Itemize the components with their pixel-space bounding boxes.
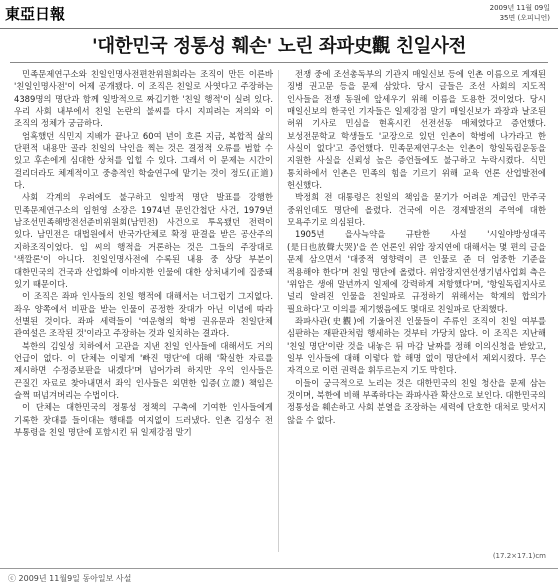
paragraph: 좌파사관(史觀)에 기울어진 인물들이 주류인 조직이 친일 여부를 심판하는 재판관처럼 행세하는 것부터 가당치 않다. 이 조직은 지난해 '친일 명단'이란 것을 내놓은 뒤 마감 날짜를 정해 이의신청을 받았고, 일부 인사들에 대해 이렇다 할 해명 없이 명단에서 제외시켰다. 무슨 자격으로 이런 권력을 휘두르는지 기도 막힌다. [287, 315, 546, 376]
paragraph: 사회 각계의 우려에도 불구하고 일방적 명단 발표를 강행한 민족문제연구소의 임헌영 소장은 1974년 문인간첩단 사건, 1979년 남조선민족해방전선준비위원회(남민전) 사건으로 투옥됐던 전력이 있다. 남민전은 대법원에서 반국가단체로 확정 판결을 받은 공산주의 지하조직이었다. 임 씨의 행적을 거론하는 것은 그들의 주장대로 '색깔론'이 아니다. 친일인명사전에 수록된 내용 중 상당 부분이 대한민국의 건국과 산업화에 이바지한 인물에 대한 상처내기에 집중돼 있기 때문이다. [14, 192, 273, 289]
column-left [14, 68, 273, 554]
headline-rule [10, 62, 548, 63]
paragraph: 북한의 김일성 치하에서 고관을 지낸 친일 인사들에 대해서도 거의 언급이 없다. 이 단체는 이렇게 '빠진 명단'에 대해 '확실한 자료를 제시하면 수정증보판을 내겠다'며 넘어가려 하지만 우익 인사들은 끈질긴 자료로 찾아내면서 좌익 인사들은 외면한 입증(立證) 책임은 슬쩍 떠넘겨버리는 수법이다. [14, 340, 273, 400]
article-body [14, 68, 546, 554]
footer [0, 568, 558, 588]
paragraph: 이 조직은 좌파 인사들의 친일 행적에 대해서는 너그럽기 그지없다. 좌우 양쪽에서 비판을 받는 인물이 공정한 잣대가 아닌 이념에 따라 선별된 것이다. 좌파 세력들이 '여운형의 학병 권유문과 친일단체 관여설은 조작된 것'이라고 주장하는 것과 일치하는 결과다. [14, 291, 273, 339]
masthead [0, 0, 558, 29]
column-right [287, 68, 546, 554]
page-section: 35면 (오피니언) [499, 14, 550, 22]
issue-date: 2009년 11월 09일 [489, 4, 550, 12]
paragraph: 민족문제연구소와 친일인명사전편찬위원회라는 조직이 만든 이른바 '친일인명사전'이 어제 공개됐다. 이 조직은 친일로 사엿다고 주장하는 4389명의 명단과 함께 일방적으로 짜깁기한 '친일 행적'이 실려 있다. 우리 사회 내부에서 친일 논란의 불씨를 다시 지피려는 저의와 이 조직의 정체가 궁금하다. [14, 69, 273, 129]
paragraph: 이들이 궁극적으로 노리는 것은 대한민국의 친일 청산을 문제 삼는 것이며, 북한에 비해 부족하다는 좌파사관 확산으로 보인다. 대한민국의 정통성을 훼손하고 사회 분열을 조장하는 세력에 단호한 대처로 맞서지 않을 수 없다. [287, 377, 546, 425]
issue-meta [490, 3, 550, 23]
column-divider [278, 70, 279, 552]
paragraph: 1905년 을사늑약을 규탄한 사설 '시일야방성대곡(是日也放聲大哭)'을 쓴 언론인 위암 장지연에 대해서는 몇 편의 글을 문제 삼으면서 '대중적 영향력이 큰 인물로 준 더 엄중한 기준을 적용해야 한다'며 친일 명단에 올렸다. 위암장지연선생기념사업회 측은 '위암은 생애 말년까지 일제에 강력하게 저항했다'며, '항일독립지사로 널리 알려진 인물을 친일파로 규정하기 위해서는 학계의 합의가 필요하다'고 이의를 제기했음에도 몇대로 친일파로 단죄했다. [287, 229, 546, 314]
paragraph: 엄혹했던 식민지 지배가 끝나고 60여 년이 흐른 지금, 복합적 삶의 단편적 내용만 골라 친일의 낙인을 찍는 것은 결정적 오류를 범할 수 있고 후손에게 심대한 상처를 입힐 수 있다. 그래서 이 문제는 시간이 걸리더라도 체계적이고 중층적인 학술연구에 맡기는 것이 정도(正道)다. [14, 130, 273, 191]
article-headline: '대한민국 정통성 훼손' 노린 좌파史觀 친일사전 [92, 36, 466, 57]
paragraph: 전쟁 중에 조선총독부의 기관지 매일신보 등에 인촌 이름으로 게재된 징병 권고문 등을 문제 삼았다. 당시 글들은 조선 사회의 지도적 인사들을 전쟁 동원에 앞세우기 위해 이름을 도용한 것이었다. 당시 매일신보의 한국인 기자들은 일제강점 말기 매일신보가 과장과 날조된 허위 기사로 민심을 현혹시킨 선전선동 매체였다고 증언했다. 보성전문학교 학생들도 '교장으로 있던 인촌이 학병에 나가라고 한 사실이 없다'고 증언했다. 민족문제연구소는 인촌이 항일독립운동을 지원한 사실을 신뢰성 높은 증언들에도 불구하고 누락시켰다. 식민 통치하에서 인촌은 민족의 힘을 기르기 위해 교육 언론 산업발전에 헌신했다. [287, 69, 546, 191]
copyright-notice: ⓒ 2009년 11월9일 동아일보 사설 [8, 574, 132, 583]
paragraph: 이 단체는 대한민국의 정통성 정책의 구축에 기여한 인사들에게 기록한 잣대를 들이대는 행태를 여지없이 드러냈다. 인촌 김성수 전 부통령을 친일 명단에 포함시킨 뒤 일제강점 말기 [14, 402, 273, 437]
article-size-note: (17.2×17.1)cm [492, 552, 546, 560]
newspaper-logo: 東亞日報 [5, 5, 66, 23]
paragraph: 박정희 전 대통령은 친일의 책임을 묻기가 어려운 계급인 만주국 중위인데도 명단에 올렸다. 건국에 이은 경제발전의 주역에 대한 모욕주기로 의심된다. [287, 192, 546, 228]
